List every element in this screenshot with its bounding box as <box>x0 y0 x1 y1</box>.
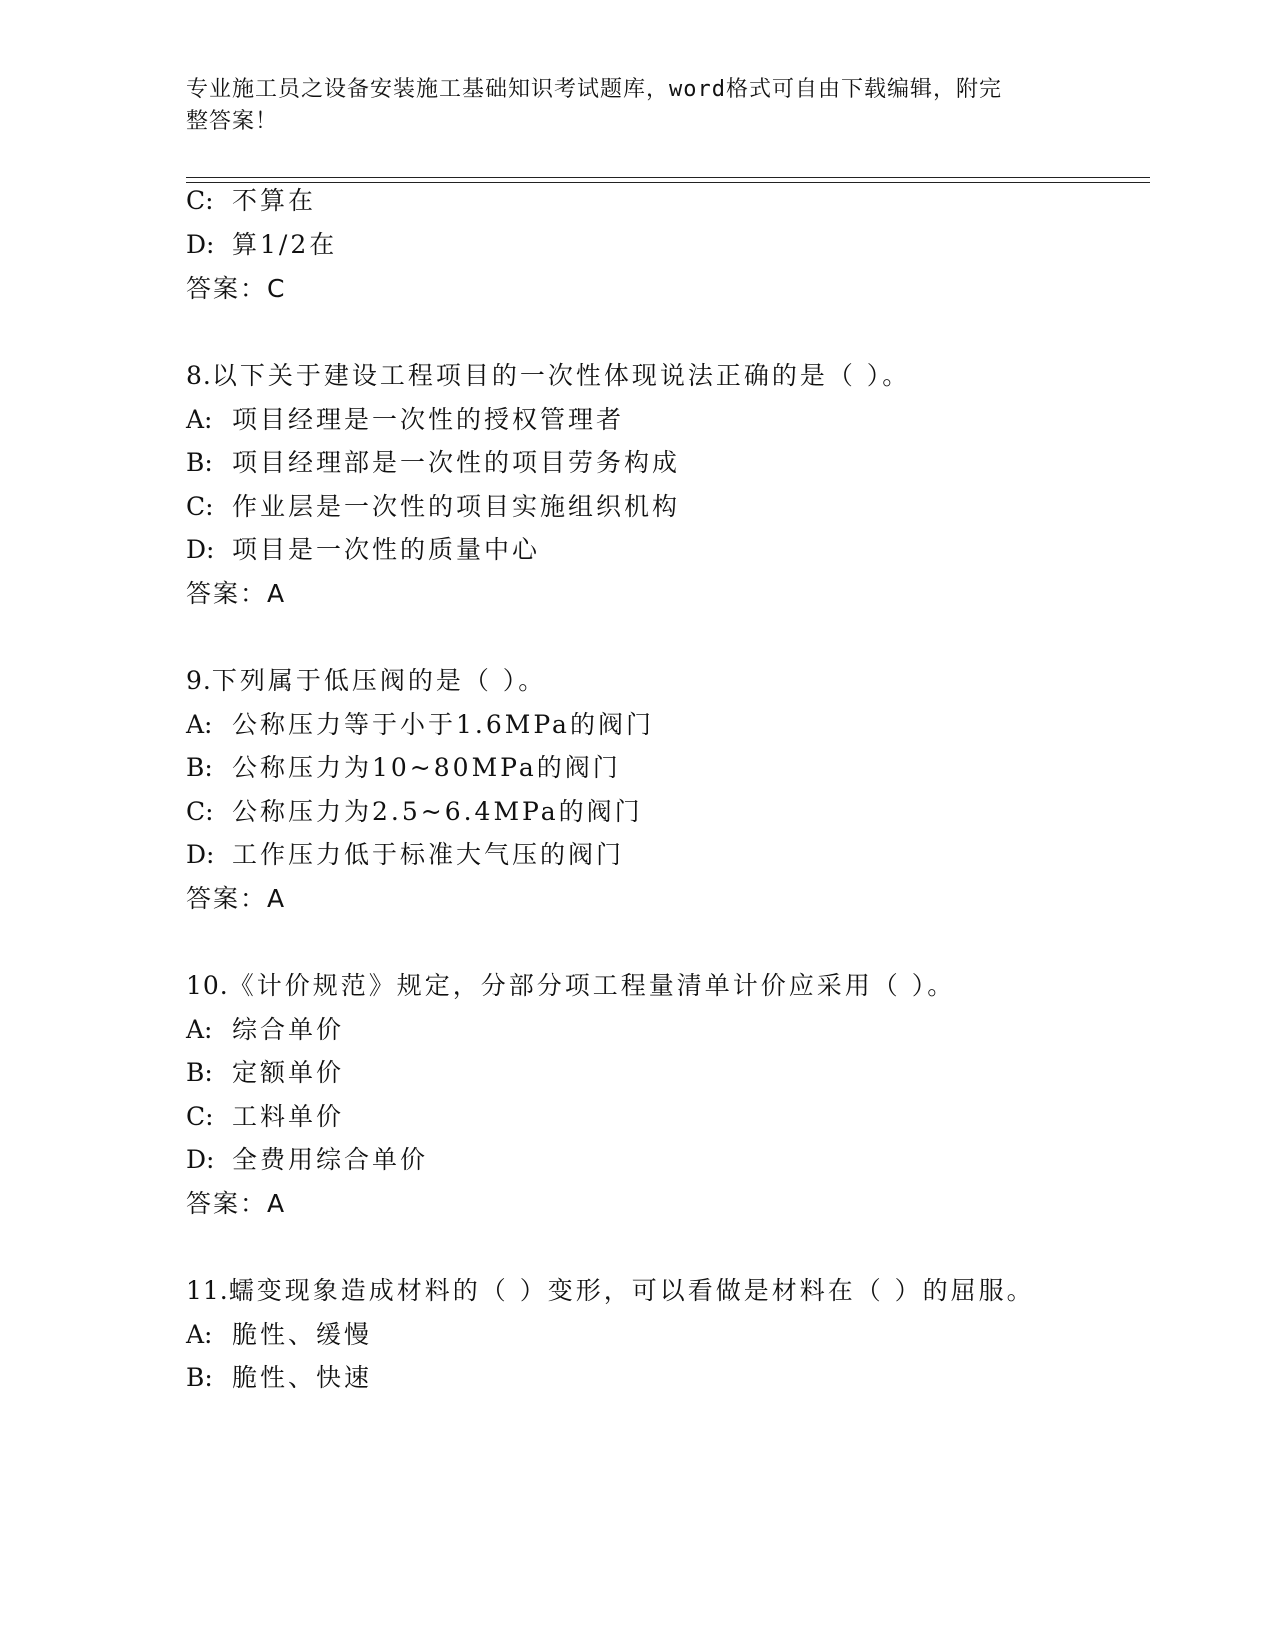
question-number: 9. <box>186 666 212 695</box>
option-key: A: <box>186 405 213 434</box>
question-stem <box>186 1276 1035 1306</box>
option-line <box>186 230 337 260</box>
option-line <box>186 1102 344 1132</box>
option-key: A: <box>186 710 213 739</box>
option-key: B: <box>186 448 213 477</box>
option-key: C: <box>186 492 214 521</box>
option-text: 项目经理部是一次性的项目劳务构成 <box>232 448 681 477</box>
option-key: D: <box>186 840 215 869</box>
option-text: 项目经理是一次性的授权管理者 <box>232 405 625 434</box>
option-line <box>186 448 680 478</box>
option-text: 脆性、快速 <box>232 1363 373 1392</box>
option-text: 脆性、缓慢 <box>232 1320 373 1349</box>
answer-line: 答案：A <box>186 579 287 608</box>
option-text: 工作压力低于标准大气压的阀门 <box>232 840 625 869</box>
option-key: B: <box>186 753 213 782</box>
question-text: 下列属于低压阀的是（ ）。 <box>211 666 547 695</box>
option-key: D: <box>186 1145 215 1174</box>
question-stem <box>186 361 910 391</box>
option-text: 工料单价 <box>232 1102 345 1131</box>
question-number: 8. <box>186 361 212 390</box>
option-key: A: <box>186 1015 213 1044</box>
option-text: 算1/2在 <box>232 230 338 259</box>
option-line <box>186 1015 344 1045</box>
option-text: 公称压力为10~80MPa的阀门 <box>232 753 621 782</box>
document-header <box>186 74 1066 138</box>
question-stem <box>186 971 955 1001</box>
option-key: C: <box>186 186 214 215</box>
question-text: 以下关于建设工程项目的一次性体现说法正确的是（ ）。 <box>211 361 911 390</box>
option-key: B: <box>186 1363 213 1392</box>
answer-line: 答案：A <box>186 884 287 913</box>
option-line <box>186 535 540 565</box>
option-key: D: <box>186 230 215 259</box>
option-text: 定额单价 <box>232 1058 345 1087</box>
option-key: C: <box>186 797 214 826</box>
option-text: 全费用综合单价 <box>232 1145 429 1174</box>
option-text: 公称压力等于小于1.6MPa的阀门 <box>232 710 654 739</box>
option-line <box>186 186 316 216</box>
header-divider-top <box>186 177 1150 178</box>
question-text: 蠕变现象造成材料的（ ）变形，可以看做是材料在（ ）的屈服。 <box>228 1276 1035 1305</box>
option-line <box>186 405 624 435</box>
option-key: A: <box>186 1320 213 1349</box>
option-line <box>186 1145 428 1175</box>
option-key: D: <box>186 535 215 564</box>
option-line <box>186 1363 372 1393</box>
question-number: 11. <box>186 1276 229 1305</box>
question-number: 10. <box>186 971 229 1000</box>
option-text: 综合单价 <box>232 1015 345 1044</box>
answer-line: 答案：C <box>186 274 287 303</box>
option-text: 作业层是一次性的项目实施组织机构 <box>232 492 681 521</box>
option-line <box>186 710 654 740</box>
option-text: 项目是一次性的质量中心 <box>232 535 541 564</box>
option-line <box>186 797 643 827</box>
question-text: 《计价规范》规定，分部分项工程量清单计价应采用（ ）。 <box>228 971 956 1000</box>
option-line <box>186 492 680 522</box>
question-stem <box>186 666 546 696</box>
option-key: C: <box>186 1102 214 1131</box>
header-line-1: 专业施工员之设备安装施工基础知识考试题库，word格式可自由下载编辑，附完 <box>186 77 1002 102</box>
option-key: B: <box>186 1058 213 1087</box>
option-text: 不算在 <box>232 186 317 215</box>
option-line <box>186 1058 344 1088</box>
option-line <box>186 753 621 783</box>
option-line <box>186 1320 372 1350</box>
option-line <box>186 840 624 870</box>
header-divider-bottom <box>186 182 1150 183</box>
option-text: 公称压力为2.5~6.4MPa的阀门 <box>232 797 643 826</box>
answer-line: 答案：A <box>186 1189 287 1218</box>
header-line-2: 整答案！ <box>186 109 279 134</box>
